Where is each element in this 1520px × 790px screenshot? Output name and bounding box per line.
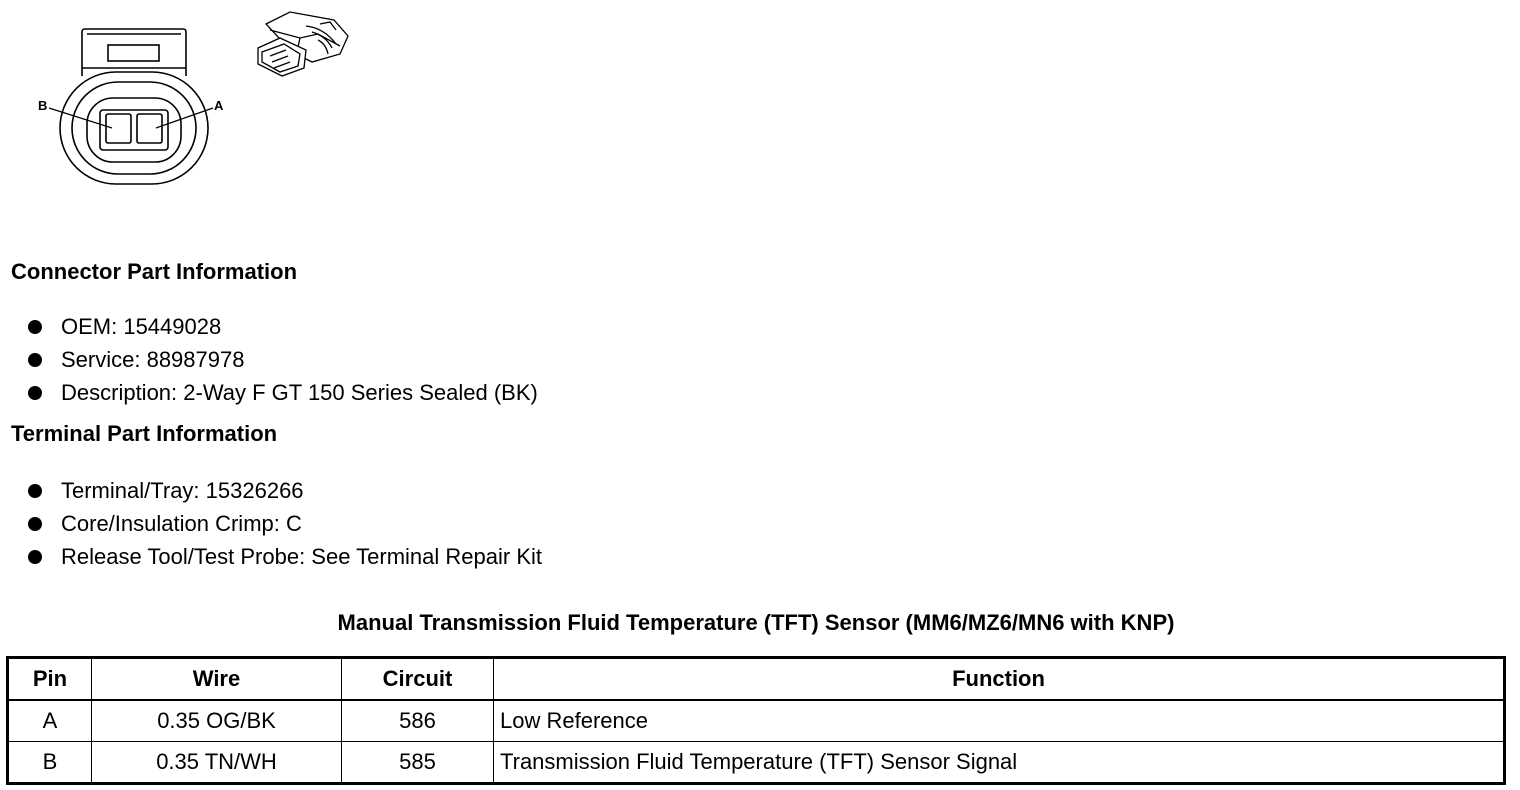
pin-table bbox=[6, 656, 1506, 785]
header-function: Function bbox=[494, 658, 1505, 701]
cell-circuit: 585 bbox=[342, 742, 494, 784]
bullet-icon bbox=[28, 386, 42, 400]
list-item bbox=[28, 310, 538, 343]
connector-illustration bbox=[0, 0, 380, 200]
table-header-row bbox=[8, 658, 1505, 701]
cell-wire: 0.35 TN/WH bbox=[92, 742, 342, 784]
list-item bbox=[28, 376, 538, 409]
connector-service-text: Service: 88987978 bbox=[61, 347, 245, 372]
cell-pin: B bbox=[8, 742, 92, 784]
connector-info-heading: Connector Part Information bbox=[11, 259, 298, 284]
table-row bbox=[8, 700, 1505, 742]
terminal-info-list bbox=[28, 474, 542, 573]
pin-b-label: B bbox=[38, 98, 48, 113]
terminal-release-tool-text: Release Tool/Test Probe: See Terminal Repair Kit bbox=[61, 544, 542, 569]
header-pin: Pin bbox=[8, 658, 92, 701]
terminal-crimp-text: Core/Insulation Crimp: C bbox=[61, 511, 302, 536]
header-wire: Wire bbox=[92, 658, 342, 701]
terminal-tray-text: Terminal/Tray: 15326266 bbox=[61, 478, 304, 503]
connector-description-text: Description: 2-Way F GT 150 Series Sealed (BK) bbox=[61, 380, 538, 405]
cell-function: Low Reference bbox=[494, 700, 1505, 742]
list-item bbox=[28, 343, 538, 376]
bullet-icon bbox=[28, 353, 42, 367]
cell-wire: 0.35 OG/BK bbox=[92, 700, 342, 742]
cell-circuit: 586 bbox=[342, 700, 494, 742]
table-row bbox=[8, 742, 1505, 784]
cell-function: Transmission Fluid Temperature (TFT) Sensor Signal bbox=[494, 742, 1505, 784]
header-circuit: Circuit bbox=[342, 658, 494, 701]
bullet-icon bbox=[28, 484, 42, 498]
list-item bbox=[28, 474, 542, 507]
bullet-icon bbox=[28, 517, 42, 531]
connector-isometric-view bbox=[258, 12, 348, 76]
cell-pin: A bbox=[8, 700, 92, 742]
terminal-info-heading: Terminal Part Information bbox=[11, 421, 278, 446]
connector-oem-text: OEM: 15449028 bbox=[61, 314, 222, 339]
pin-table-title: Manual Transmission Fluid Temperature (TFT) Sensor (MM6/MZ6/MN6 with KNP) bbox=[337, 610, 1175, 635]
list-item bbox=[28, 540, 542, 573]
connector-info-list bbox=[28, 310, 538, 409]
list-item bbox=[28, 507, 542, 540]
pin-a-label: A bbox=[214, 98, 224, 113]
bullet-icon bbox=[28, 320, 42, 334]
bullet-icon bbox=[28, 550, 42, 564]
connector-face-view bbox=[49, 29, 213, 184]
